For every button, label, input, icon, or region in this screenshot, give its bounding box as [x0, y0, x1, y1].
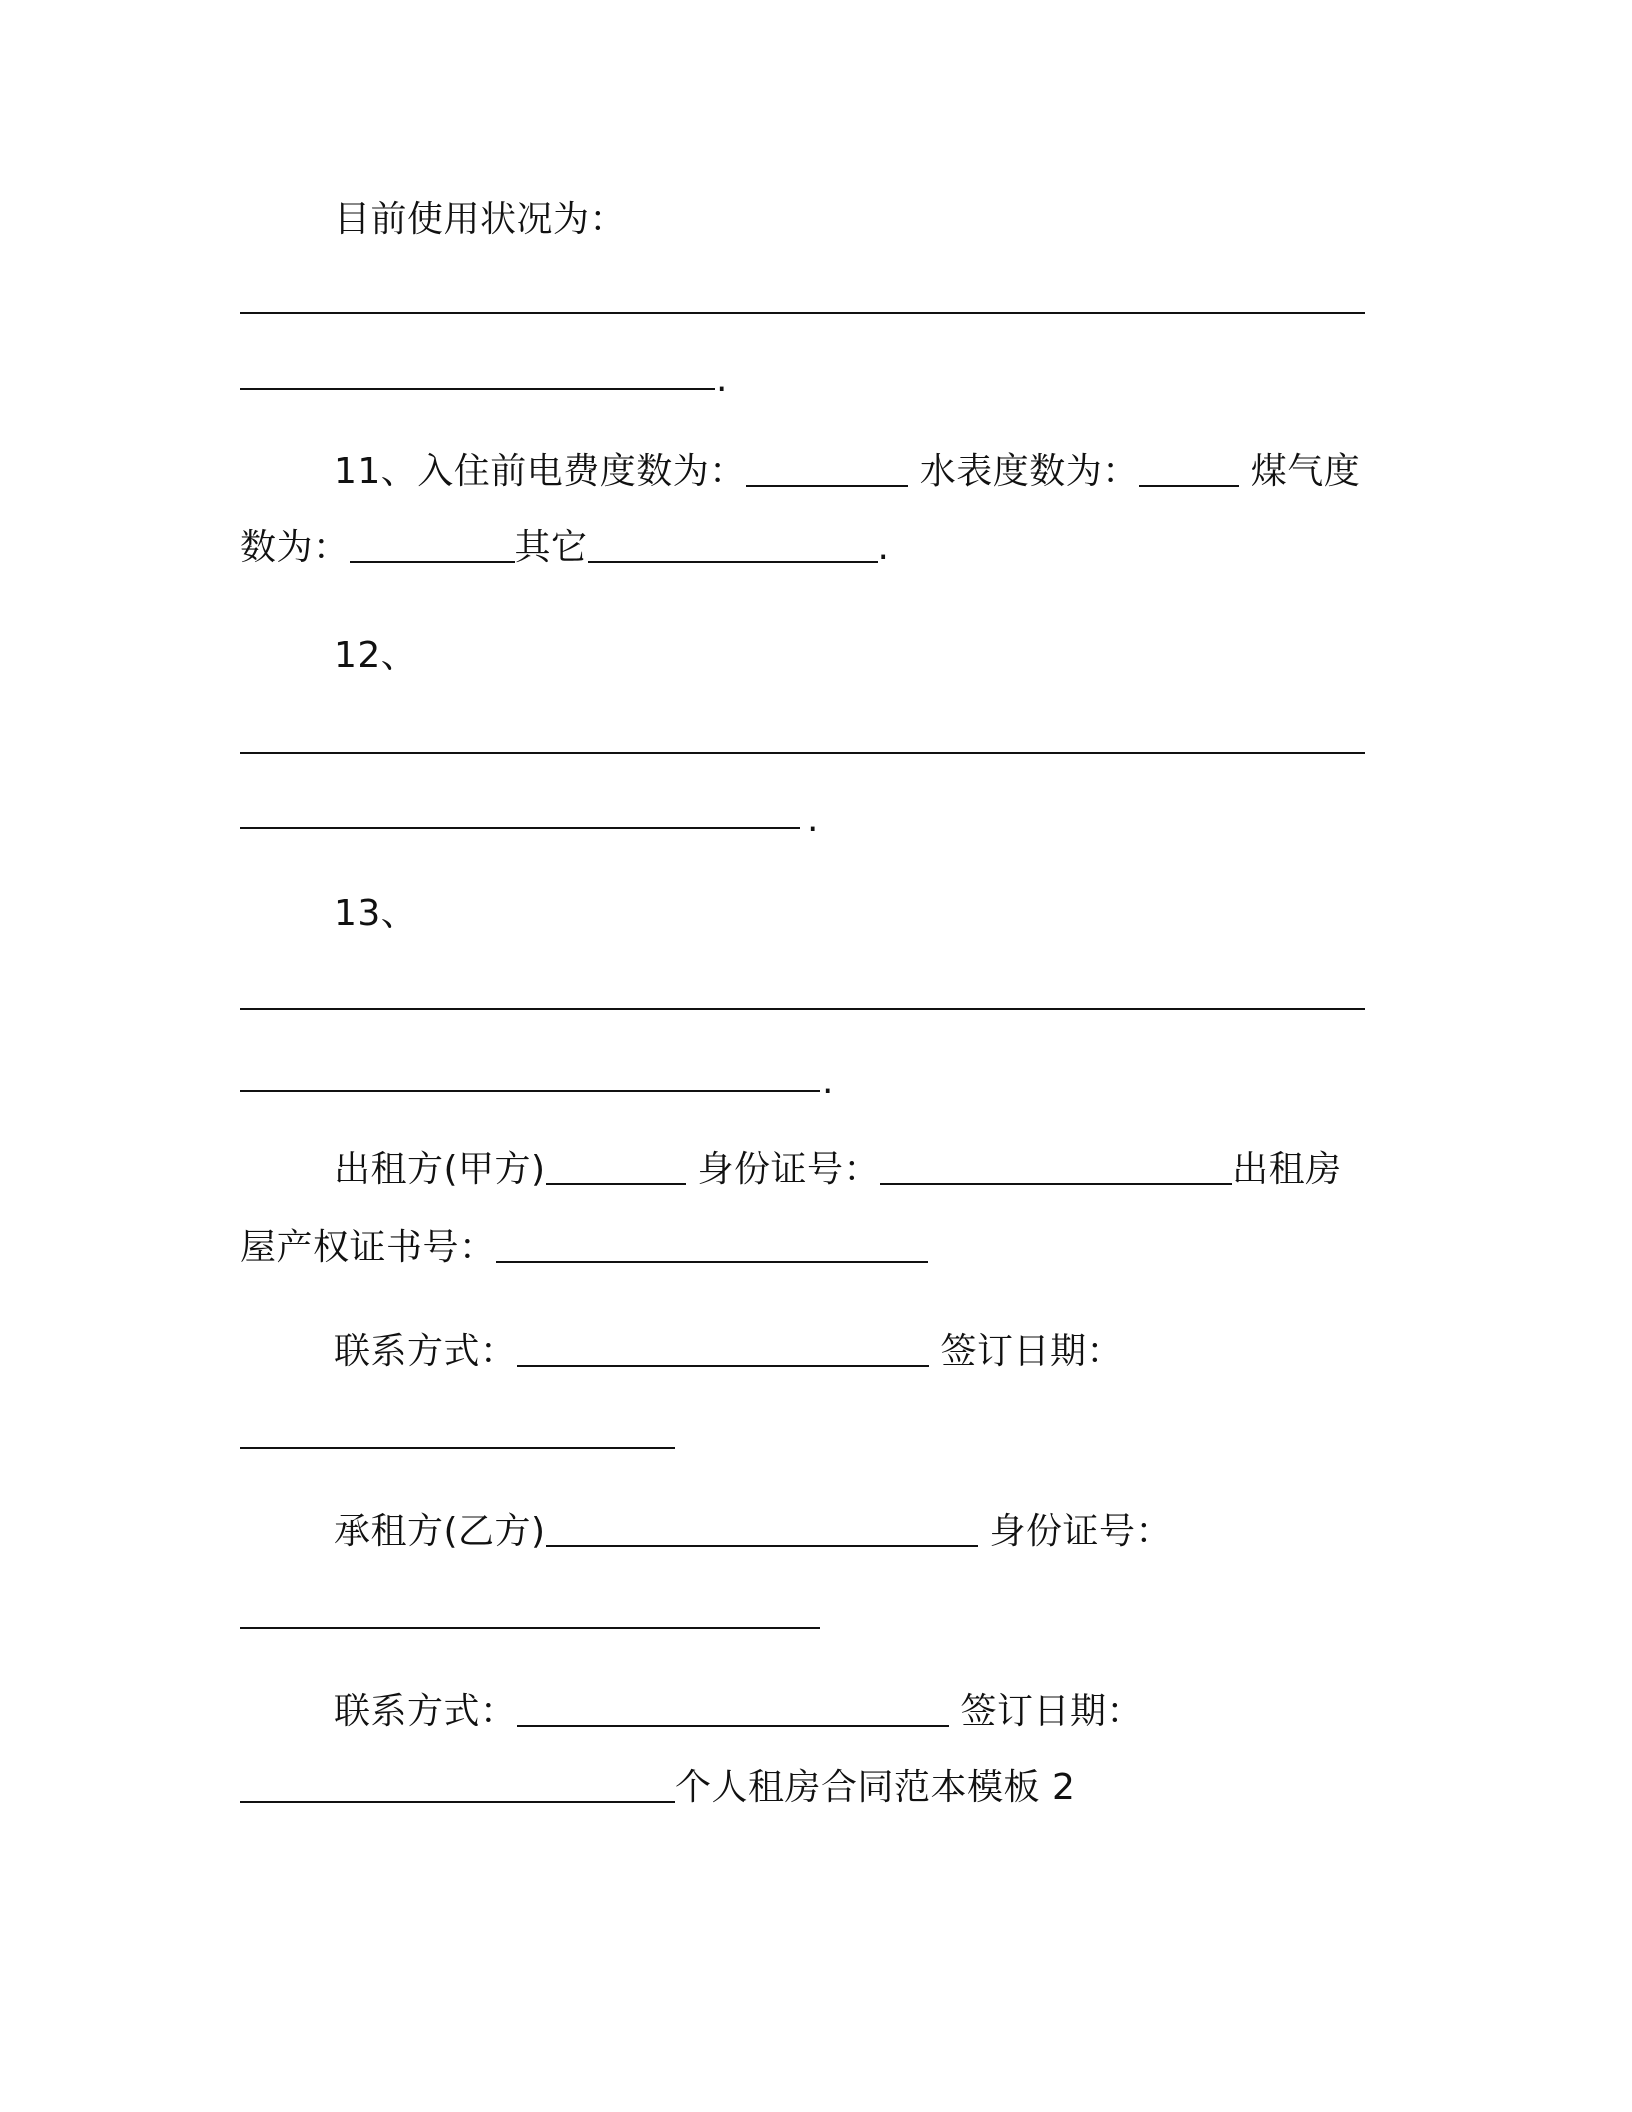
lessee-label: 承租方(乙方)	[334, 1511, 546, 1552]
sign-date-label: 签订日期：	[960, 1691, 1143, 1732]
sign-date-blank[interactable]	[240, 1767, 675, 1803]
item-12-label: 12、	[334, 635, 418, 676]
item-13-label: 13、	[334, 893, 418, 934]
contact-label: 联系方式：	[334, 1331, 517, 1372]
lessee-line-1	[334, 1502, 1380, 1562]
gas-label: 煤气度	[1250, 451, 1361, 492]
status-label: 目前使用状况为：	[334, 199, 627, 240]
gas-label-cont: 数为：	[240, 527, 350, 568]
sign-date-blank[interactable]	[240, 1447, 675, 1449]
lessor-house-label: 出租房	[1232, 1149, 1342, 1190]
other-label: 其它	[514, 527, 588, 568]
electric-blank[interactable]	[746, 451, 908, 487]
item-13-blank-line-1[interactable]	[240, 1008, 1365, 1010]
period: .	[716, 359, 728, 400]
lessor-line-2	[240, 1218, 1380, 1278]
gas-blank[interactable]	[350, 527, 515, 563]
next-section-line	[240, 1758, 1380, 1818]
period: .	[822, 1061, 834, 1102]
lessor-contact-line	[334, 1322, 1380, 1382]
property-cert-label: 屋产权证书号：	[240, 1227, 496, 1268]
lessor-line-1	[334, 1140, 1380, 1200]
status-blank-line-1[interactable]	[240, 312, 1365, 314]
item-11-line-2	[240, 518, 1380, 578]
status-blank-line-2[interactable]	[240, 388, 715, 390]
contact-blank[interactable]	[517, 1691, 949, 1727]
item-12-blank-line-2[interactable]	[240, 827, 800, 829]
lessee-id-blank[interactable]	[240, 1627, 820, 1629]
lessee-name-blank[interactable]	[546, 1511, 978, 1547]
period: .	[877, 527, 890, 568]
period: .	[807, 799, 819, 840]
lessor-id-label: 身份证号：	[697, 1149, 881, 1190]
contact-label: 联系方式：	[334, 1691, 517, 1732]
lessor-id-blank[interactable]	[880, 1149, 1232, 1185]
lessee-contact-line	[334, 1682, 1380, 1742]
lessee-id-label: 身份证号：	[989, 1511, 1173, 1552]
lessor-name-blank[interactable]	[546, 1149, 686, 1185]
water-label: 水表度数为：	[919, 451, 1139, 492]
item-13-blank-line-2[interactable]	[240, 1090, 820, 1092]
sign-date-label: 签订日期：	[940, 1331, 1123, 1372]
lessor-label: 出租方(甲方)	[334, 1149, 546, 1190]
property-cert-blank[interactable]	[496, 1227, 928, 1263]
electric-label: 11、入住前电费度数为：	[334, 451, 746, 492]
contact-blank[interactable]	[517, 1331, 929, 1367]
next-template-title: 个人租房合同范本模板 2	[675, 1767, 1076, 1808]
water-blank[interactable]	[1139, 451, 1239, 487]
item-12-blank-line-1[interactable]	[240, 752, 1365, 754]
item-11-line-1	[334, 442, 1380, 502]
other-blank[interactable]	[588, 527, 878, 563]
